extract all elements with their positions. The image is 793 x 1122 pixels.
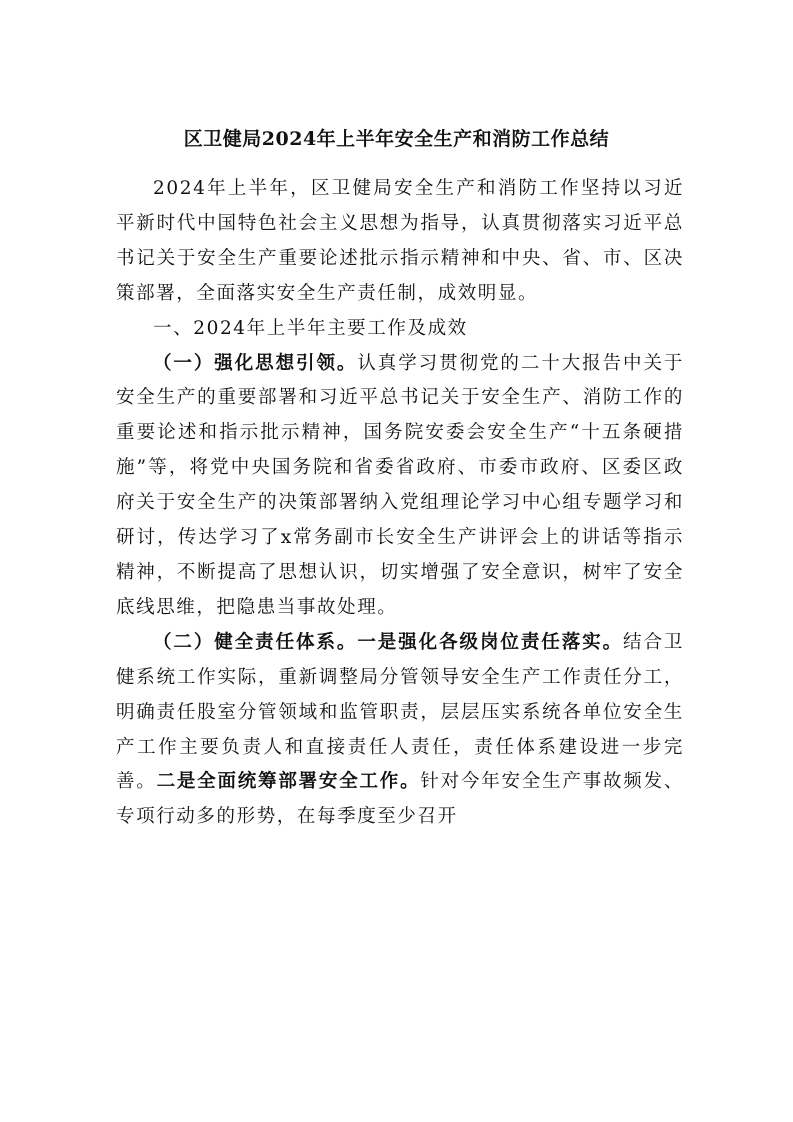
intro-paragraph: 2024年上半年，区卫健局安全生产和消防工作坚持以习近平新时代中国特色社会主义思想为指导，认真贯彻落实习近平总书记关于安全生产重要论述批示指示精神和中央、省、市、区决策部署，全面落实安全生产责任制，成效明显。 (116, 178, 684, 304)
item1-lead: （一）强化思想引领。 (153, 352, 358, 374)
item1-paragraph (116, 347, 684, 626)
item2-sub2-text: 针对今年安全生产事故频发、专项行动多的形势，在每季度至少召开 (116, 771, 684, 828)
document-body (116, 172, 684, 835)
section-heading: 一、2024年上半年主要工作及成效 (153, 317, 468, 339)
item2-paragraph (116, 626, 684, 835)
item2-sub2-lead: 二是全面统筹部署安全工作。 (156, 771, 421, 793)
document-title: 区卫健局2024年上半年安全生产和消防工作总结 (183, 128, 610, 150)
item2-sub1-lead: 一是强化各级岗位责任落实。 (357, 631, 624, 653)
item1-text: 认真学习贯彻党的二十大报告中关于安全生产的重要部署和习近平总书记关于安全生产、消防工作的重要论述和指示批示精神，国务院安委会安全生产“十五条硬措施”等，将党中央国务院和省委省政府、市委市政府、区委区政府关于安全生产的决策部署纳入党组理论学习中心组专题学习和研讨，传达学习了x常务副市长安全生产讲评会上的讲话等指示精神，不断提高了思想认识，切实增强了安全意识，树牢了安全底线思维，把隐患当事故处理。 (116, 352, 684, 618)
item2-lead: （二）健全责任体系。 (153, 631, 358, 653)
item2-sub1-text: 结合卫健系统工作实际，重新调整局分管领导安全生产工作责任分工，明确责任股室分管领域和监管职责，层层压实系统各单位安全生产工作主要负责人和直接责任人责任，责任体系建设进一步完善。 (116, 631, 684, 793)
